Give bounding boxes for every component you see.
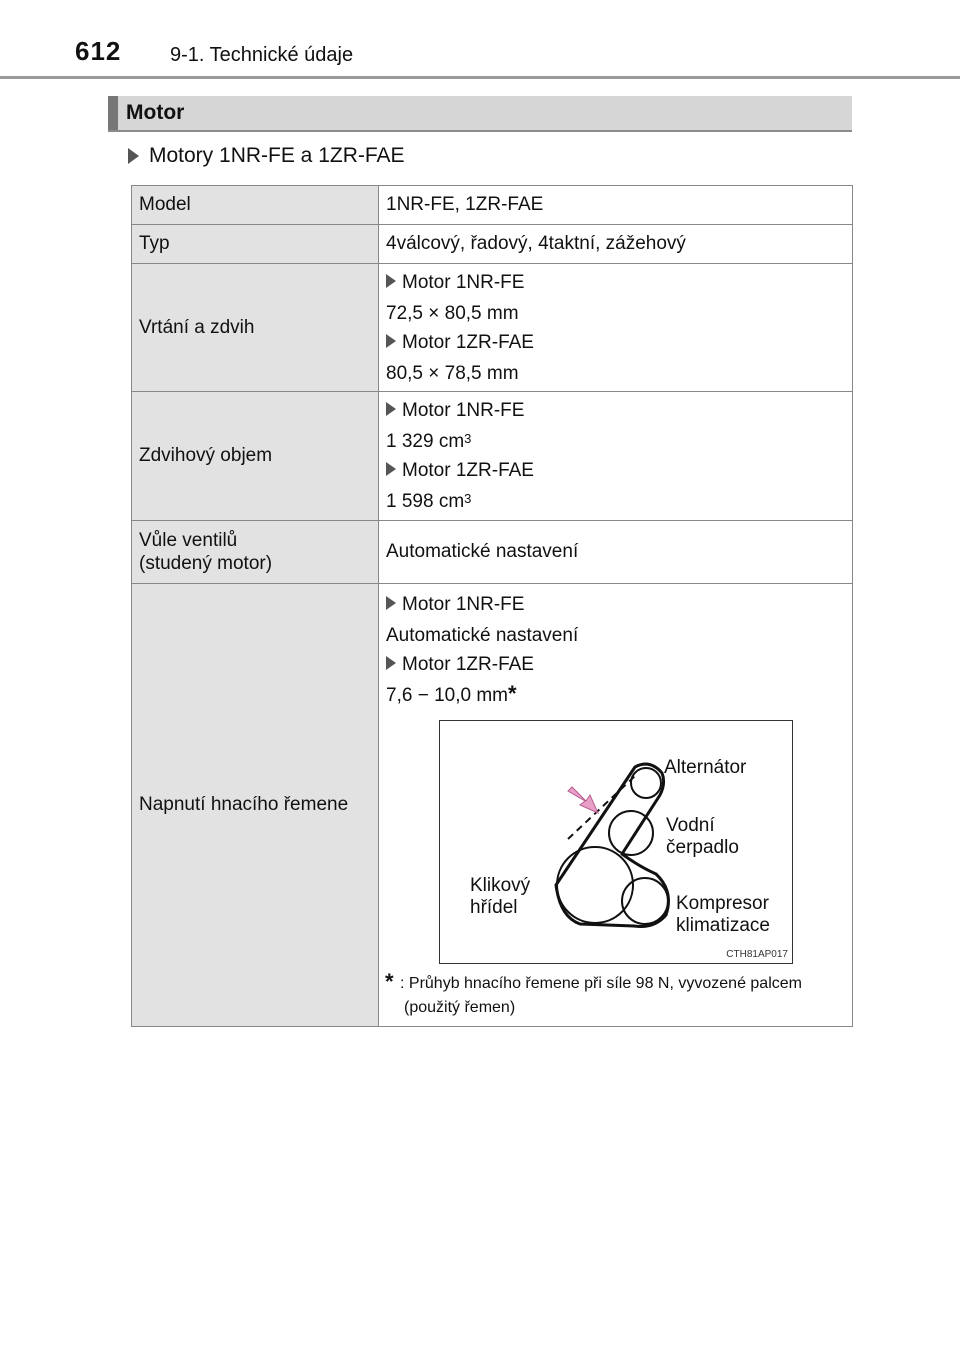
footnote-text-1: : Průhyb hnacího řemene při síle 98 N, vyvozené palcem — [400, 975, 802, 992]
table-row — [132, 186, 853, 225]
engine-line: Motor 1ZR-FAE — [386, 650, 845, 679]
row-label: Vrtání a zdvih — [132, 264, 379, 392]
diagram-code: CTH81AP017 — [726, 949, 788, 960]
engine-line: Motor 1ZR-FAE — [386, 328, 845, 357]
section-accent — [108, 96, 118, 130]
triangle-bullet-icon — [386, 656, 396, 670]
header-rule — [0, 76, 960, 79]
crankshaft-pulley — [557, 847, 633, 923]
value-line: 7,6 − 10,0 mm* — [386, 681, 517, 706]
row-label: Typ — [132, 225, 379, 264]
row-value: Automatické nastavení — [379, 521, 853, 584]
row-label: Vůle ventilů (studený motor) — [132, 521, 379, 584]
footnote — [385, 969, 845, 1026]
value-line: 1 598 $cm^3$ — [386, 491, 472, 512]
value-line: 72,5 × 80,5 mm — [386, 302, 519, 324]
triangle-bullet-icon — [386, 462, 396, 476]
row-value — [379, 584, 853, 1027]
row-value — [379, 264, 853, 392]
table-row — [132, 392, 853, 521]
value-line: Automatické nastavení — [386, 625, 579, 646]
engine-line: Motor 1ZR-FAE — [386, 456, 845, 485]
spec-table — [131, 185, 853, 1027]
row-value: 4válcový, řadový, 4taktní, zážehový — [379, 225, 853, 264]
subheading-text: Motory 1NR-FE a 1ZR-FAE — [149, 144, 405, 167]
table-row — [132, 584, 853, 1027]
triangle-bullet-icon — [386, 596, 396, 610]
value-line: 1 329 $cm^3$ — [386, 431, 472, 452]
deflection-line — [568, 775, 636, 839]
force-arrow-icon — [568, 787, 598, 813]
table-row — [132, 264, 853, 392]
label-crankshaft: Klikový hřídel — [470, 875, 531, 918]
section-bar — [108, 96, 852, 132]
label-compressor: Kompresor klimatizace — [676, 893, 770, 936]
alternator-pulley — [631, 768, 661, 798]
triangle-bullet-icon — [128, 148, 139, 164]
row-value: 1NR-FE, 1ZR-FAE — [379, 186, 853, 225]
engine-line: Motor 1NR-FE — [386, 268, 845, 297]
row-label: Napnutí hnacího řemene — [132, 584, 379, 1027]
row-label: Zdvihový objem — [132, 392, 379, 521]
triangle-bullet-icon — [386, 402, 396, 416]
page-number: 612 — [75, 36, 122, 66]
label-alternator: Alternátor — [664, 757, 747, 778]
row-label: Model — [132, 186, 379, 225]
subheading — [128, 144, 405, 168]
footnote-mark: * — [385, 969, 394, 994]
triangle-bullet-icon — [386, 334, 396, 348]
triangle-bullet-icon — [386, 274, 396, 288]
engine-line: Motor 1NR-FE — [386, 590, 845, 619]
table-row — [132, 225, 853, 264]
label-water-pump: Vodní čerpadlo — [666, 815, 739, 858]
value-line: 80,5 × 78,5 mm — [386, 362, 519, 384]
row-value — [379, 392, 853, 521]
chapter-title: 9-1. Technické údaje — [170, 44, 354, 66]
section-title: Motor — [126, 101, 185, 124]
belt-diagram — [439, 720, 793, 964]
engine-line: Motor 1NR-FE — [386, 396, 845, 425]
footnote-text-2: (použitý řemen) — [404, 999, 516, 1016]
table-row — [132, 521, 853, 584]
